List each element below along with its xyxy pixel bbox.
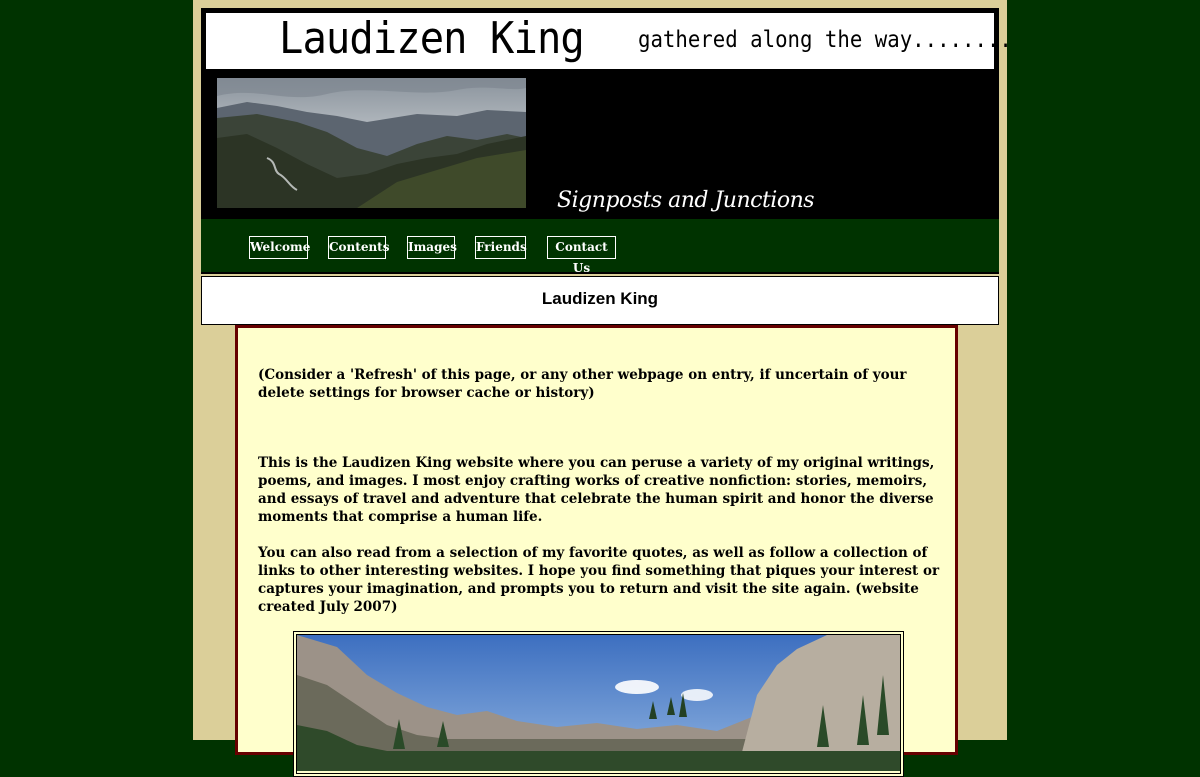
site-title: Laudizen King: [279, 13, 584, 64]
page-title: Laudizen King: [541, 289, 659, 308]
nav-contents[interactable]: Contents: [328, 236, 386, 259]
nav-contact-us[interactable]: Contact Us: [547, 236, 616, 259]
title-bar: [206, 13, 1012, 69]
banner-mountain-image: [217, 78, 526, 208]
page-container: [193, 0, 1012, 740]
main-nav: [201, 219, 999, 275]
nav-friends[interactable]: Friends: [475, 236, 526, 259]
site-tagline: gathered along the way........: [638, 27, 1012, 53]
banner-caption: Signposts and Junctions: [557, 188, 815, 213]
main-content: [235, 325, 958, 755]
nav-welcome[interactable]: Welcome: [249, 236, 308, 259]
site-header: [201, 8, 1012, 275]
more-paragraph: You can also read from a selection of my favorite quotes, as well as follow a collection of links to other interesting websites. I hope you find something that piques your interest or captures your imagination, and prompts you to return and visit the site again. (website created July 2007): [258, 545, 940, 615]
intro-paragraph: This is the Laudizen King website where you can peruse a variety of my original writings, poems, and images. I most enjoy crafting works of creative nonfiction: stories, memoirs, and essays of travel and adventure that celebrate the human spirit and honor the diverse moments that comprise a human life.: [258, 455, 935, 525]
cache-notice: (Consider a 'Refresh' of this page, or any other webpage on entry, if uncertain of your delete settings for browser cache or history): [258, 367, 907, 401]
nav-images[interactable]: Images: [407, 236, 455, 259]
page-title-bar: [201, 276, 999, 325]
river-canyon-photo: [293, 631, 904, 777]
